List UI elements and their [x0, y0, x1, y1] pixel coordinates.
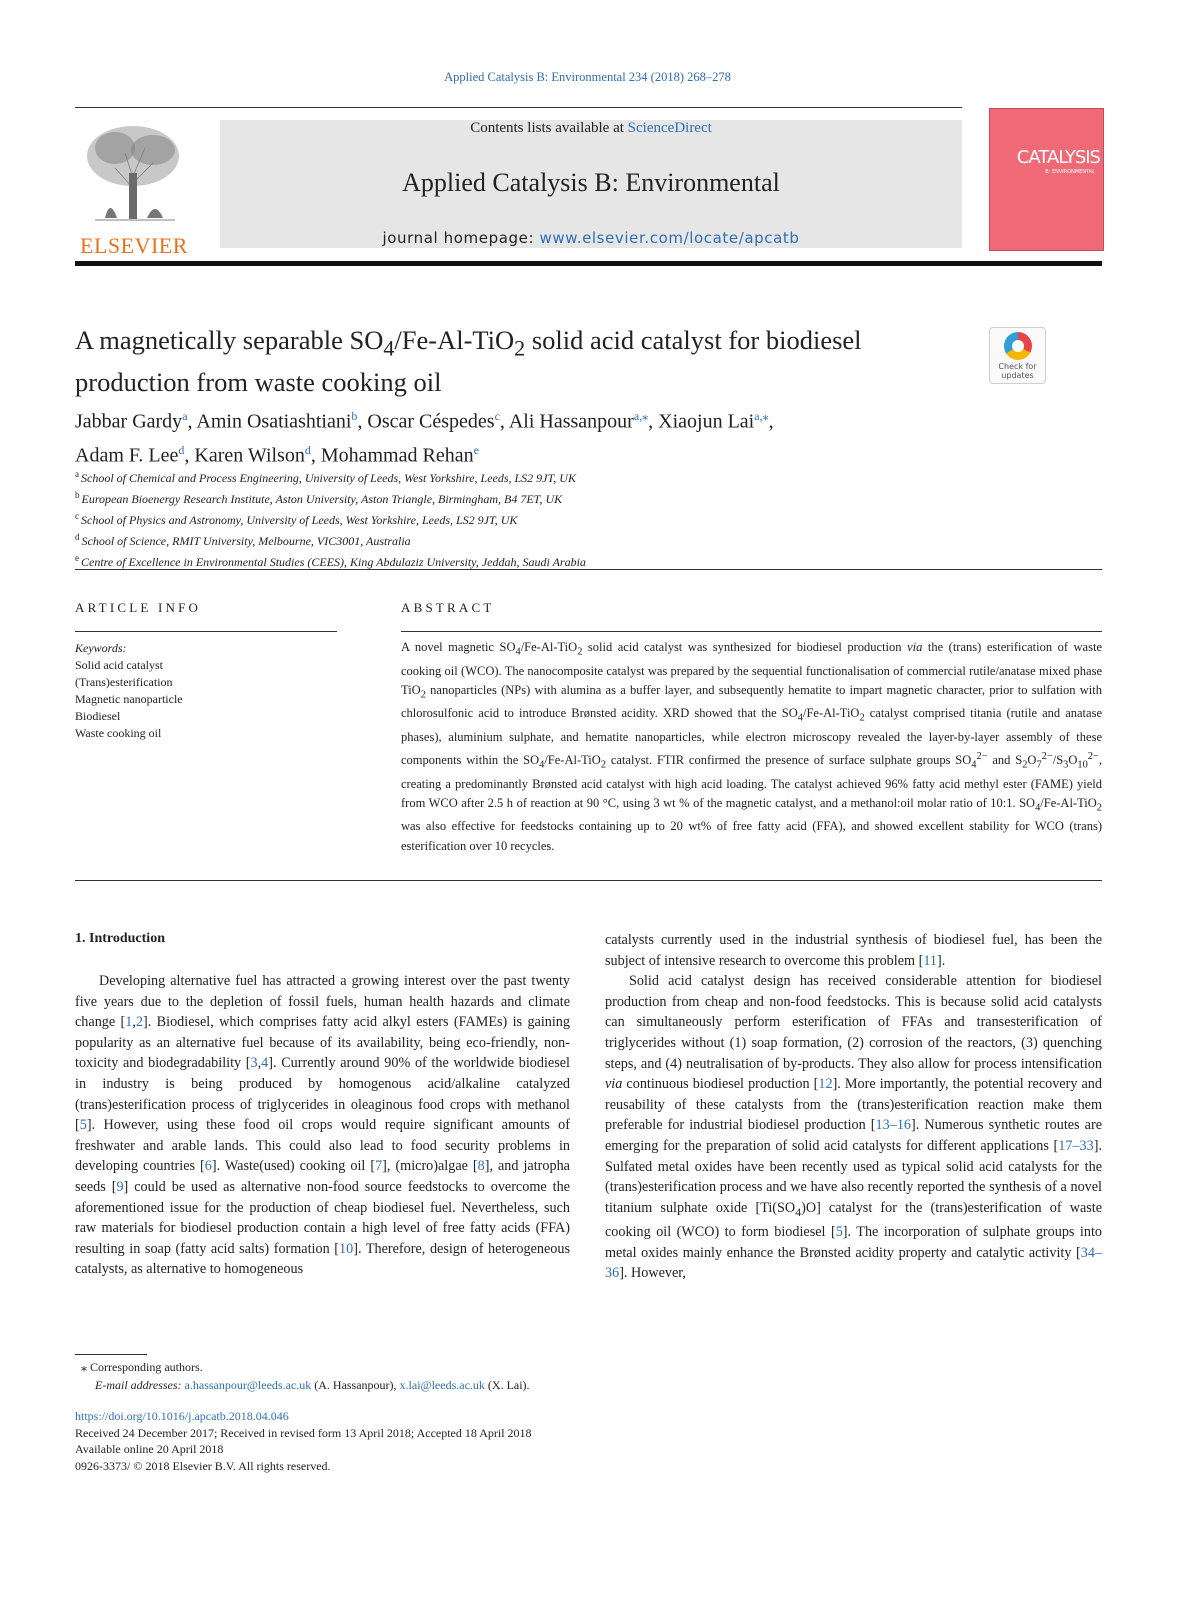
homepage-link[interactable]: www.elsevier.com/locate/apcatb — [539, 229, 800, 247]
body-column-left: Developing alternative fuel has attracted a growing interest over the past twenty five years due to the depletion of fossil fuels, human health hazards and climate change [1,2]. Biodiesel, which comprises fatty acid alkyl esters (FAMEs) is gaining popularity as an alternative fuel because of its availability, being eco-friendly, non-toxicity and biodegradability [3,4]. Currently around 90% of the worldwide biodiesel in industry is being produced by homogenous acid/alkaline catalyzed (trans)esterification process of triglycerides in oleaginous food crops with methanol [5]. However, using these food oil crops would require significant amounts of freshwater and arable lands. This could also lead to food security problems in developing countries [6]. Waste(used) cooking oil [7], (micro)algae [8], and jatropha seeds [9] could be used as alternative non-food source feedstocks to overcome the aforementioned issue for the production of cheap biodiesel fuel. Nevertheless, such raw materials for biodiesel production contain a high level of free fatty acids (FFA) resulting in soap (fatty acid salts) formation [10]. Therefore, design of heterogeneous catalysts, as alternative to homogeneous — [75, 973, 570, 1278]
journal-reference[interactable]: Applied Catalysis B: Environmental 234 (2018) 268–278 — [444, 70, 731, 84]
abstract-end-rule — [75, 880, 1102, 881]
journal-cover[interactable] — [989, 108, 1104, 251]
homepage-prefix: journal homepage: — [382, 229, 540, 247]
email-link-lai[interactable]: x.lai@leeds.ac.uk — [399, 1378, 485, 1392]
doi-link[interactable]: https://doi.org/10.1016/j.apcatb.2018.04.046 — [75, 1409, 289, 1423]
header-rule — [75, 107, 962, 108]
affiliation: $^d$ School of Science, RMIT University, Melbourne, VIC3001, Australia — [75, 532, 411, 548]
crossmark-icon — [1004, 332, 1032, 360]
abstract-heading: ABSTRACT — [401, 600, 495, 615]
email-link-hassanpour[interactable]: a.hassanpour@leeds.ac.uk — [184, 1378, 312, 1392]
article-info-rule — [75, 631, 337, 632]
keyword: (Trans)esterification — [75, 675, 173, 689]
article-info-heading: ARTICLE INFO — [75, 600, 202, 615]
elsevier-tree-icon — [75, 118, 193, 226]
corresponding-note: ⁎ Corresponding authors. — [81, 1360, 203, 1374]
body-column-right: catalysts currently used in the industrial synthesis of biodiesel fuel, has been the subject of intensive research to overcome this problem [11]. Solid acid catalyst design has received considerable attention for biodiesel production from cheap and non-food feedstocks. This is because solid acid catalysts can simultaneously perform esterification of FFAs and transesterification of triglycerides without (1) soap formation, (2) corrosion of the reactors, (3) quenching steps, and (4) neutralisation of by-products. They also allow for process intensification via continuous biodiesel production [12]. More importantly, the potential recovery and reusability of these catalysts from the (trans)esterification reaction make them preferable for industrial biodiesel production [13–16]. Numerous synthetic routes are emerging for the preparation of solid acid catalysts for different applications [17–33]. Sulfated metal oxides have been recently used as typical solid acid catalysts for the (trans)esterification process and we have also recently reported the synthesis of a novel titanium sulphate oxide $[Ti(SO_4)O]$ catalyst for the (trans)esterification of waste cooking oil (WCO) to form biodiesel [5]. The incorporation of sulphate groups into metal oxides mainly enhance the Brønsted acidity property and catalytic activity [34–36]. However, — [605, 932, 1103, 1282]
crossmark-label: Check for updates — [998, 362, 1037, 380]
email-line — [75, 1376, 775, 1394]
keywords-label: Keywords: — [75, 641, 127, 655]
footnote-rule — [75, 1354, 147, 1355]
elsevier-logo — [75, 118, 195, 258]
section-rule — [75, 569, 1102, 570]
article-title: A magnetically separable $SO_4/Fe-Al-TiO_2$ solid acid catalyst for biodiesel production from waste cooking oil — [75, 325, 862, 398]
affiliation: $^a$ School of Chemical and Process Engineering, University of Leeds, West Yorkshire, Leeds, LS2 9JT, UK — [75, 469, 576, 485]
email-name: (A. Hassanpour), — [314, 1378, 397, 1392]
cover-title: CATALYSIS — [1016, 147, 1100, 168]
check-for-updates-button[interactable] — [989, 327, 1046, 384]
contents-line — [220, 120, 962, 137]
footnote — [75, 1358, 775, 1394]
keywords-block — [75, 640, 337, 742]
keyword: Waste cooking oil — [75, 726, 162, 740]
affiliation: $^b$ European Bioenergy Research Institute, Aston University, Aston Triangle, Birmingham, B4 7ET, UK — [75, 490, 563, 506]
online-date: Available online 20 April 2018 — [75, 1442, 224, 1456]
keyword: Solid acid catalyst — [75, 658, 163, 672]
header-thick-rule — [75, 261, 1102, 266]
author-list: Jabbar Gardy$^a$, Amin Osatiashtiani$^b$, Oscar Céspedes$^c$, Ali Hassanpour$^{a,⁎}$, Xiaojun Lai$^{a,⁎}$, Adam F. Lee$^d$, Karen Wilson$^d$, Mohammad Rehan$^e$ — [75, 409, 774, 467]
email-name: (X. Lai). — [487, 1378, 530, 1392]
keyword: Biodiesel — [75, 709, 121, 723]
contents-prefix: Contents lists available at — [470, 120, 628, 136]
keyword: Magnetic nanoparticle — [75, 692, 183, 706]
article-metadata — [75, 1408, 875, 1474]
received-dates: Received 24 December 2017; Received in revised form 13 April 2018; Accepted 18 April 2018 — [75, 1425, 532, 1440]
publisher-name: ELSEVIER — [80, 233, 188, 258]
abstract-text: A novel magnetic $SO_4/Fe-Al-TiO_2$ solid acid catalyst was synthesized for biodiesel production via the (trans) esterification of waste cooking oil (WCO). The nanocomposite catalyst was prepared by the sequential functionalisation of commercial rutile/anatase mixed phase TiO$_2$ nanoparticles (NPs) with alumina as a buffer layer, and subsequently hematite to impart magnetic character, prior to sulfation with chlorosulfonic acid to introduce Brønsted acidity. XRD showed that the $SO_4/Fe-Al-TiO_2$ catalyst comprised titania (rutile and anatase phases), aluminium sulphate, and hematite nanoparticles, while electron microscopy revealed the layer-by-layer assembly of these components within the $SO_4/Fe-Al-TiO_2$ catalyst. FTIR confirmed the presence of surface sulphate groups $SO_4^{2-}$ and $S_2O_7^{2-}/S_3O_{10}^{2-}$, creating a predominantly Brønsted acid catalyst with high acid loading. The catalyst achieved 96% fatty acid methyl ester (FAME) yield from WCO after 2.5 h of reaction at 90 °C, using 3 wt % of the magnetic catalyst, and a methanol:oil molar ratio of 10:1. $SO_4/Fe-Al-TiO_2$ was also effective for feedstocks containing up to 20 wt% of free fatty acid (FFA), and showed excellent stability for WCO (trans) esterification over 10 recycles. — [401, 640, 1102, 853]
email-label: E-mail addresses: — [95, 1378, 182, 1392]
sciencedirect-link[interactable]: ScienceDirect — [627, 120, 712, 136]
introduction-heading: 1. Introduction — [75, 931, 165, 946]
journal-homepage — [220, 229, 962, 247]
abstract-rule — [401, 631, 1102, 632]
affiliation: $^e$ Centre of Excellence in Environmental Studies (CEES), King Abdulaziz University, Jeddah, Saudi Arabia — [75, 553, 586, 569]
affiliation: $^c$ School of Physics and Astronomy, University of Leeds, West Yorkshire, Leeds, LS2 9JT, UK — [75, 511, 518, 527]
affiliations — [75, 466, 975, 571]
journal-title: Applied Catalysis B: Environmental — [402, 168, 780, 197]
copyright: 0926-3373/ © 2018 Elsevier B.V. All rights reserved. — [75, 1458, 331, 1473]
cover-subtitle: B: ENVIRONMENTAL — [1045, 169, 1095, 175]
